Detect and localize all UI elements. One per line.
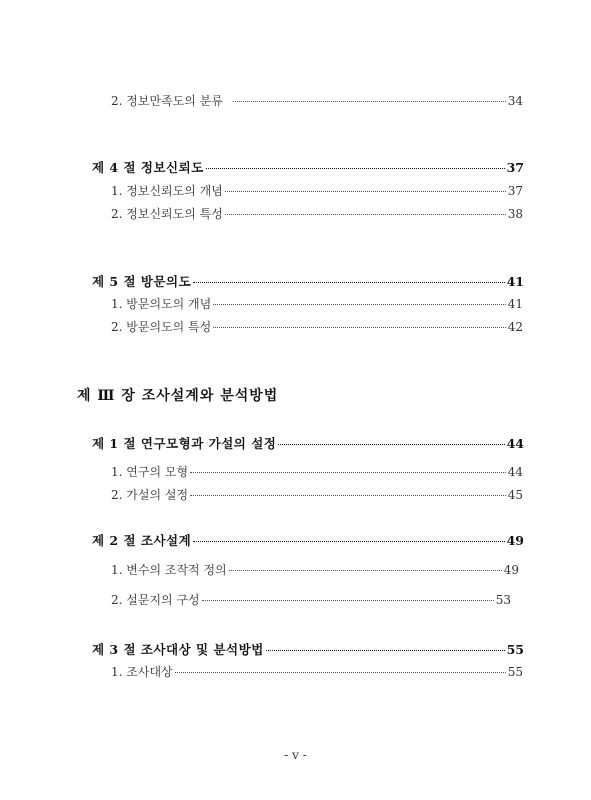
toc-section-label: 제 3 절 조사대상 및 분석방법 xyxy=(92,642,264,657)
toc-section[interactable] xyxy=(92,531,524,549)
toc-entry[interactable] xyxy=(111,318,523,335)
toc-entry[interactable] xyxy=(111,205,523,222)
leader-dots xyxy=(225,213,506,215)
toc-section[interactable] xyxy=(92,158,524,176)
toc-section-label: 제 4 절 정보신뢰도 xyxy=(92,160,204,175)
toc-section-page: 55 xyxy=(506,642,524,657)
toc-entry-label: 2. 방문의도의 특성 xyxy=(111,320,212,334)
page-number-footer: - v - xyxy=(284,748,307,762)
toc-entry-label: 1. 연구의 모형 xyxy=(111,465,189,479)
toc-entry[interactable] xyxy=(111,591,511,608)
leader-dots xyxy=(213,326,505,328)
leader-dots xyxy=(213,303,505,305)
chapter-heading[interactable]: 제 Ⅲ 장 조사설계와 분석방법 xyxy=(77,388,279,404)
toc-entry[interactable] xyxy=(111,663,523,680)
toc-entry-page: 44 xyxy=(507,465,523,479)
toc-section[interactable] xyxy=(92,272,524,290)
leader-dots xyxy=(206,167,505,169)
toc-section-page: 37 xyxy=(506,160,524,175)
leader-dots xyxy=(225,190,506,192)
toc-entry[interactable] xyxy=(111,295,523,312)
toc-entry-page: 49 xyxy=(503,563,519,577)
leader-dots xyxy=(202,599,494,601)
toc-entry-page: 42 xyxy=(507,320,523,334)
toc-entry-page: 34 xyxy=(507,94,523,108)
toc-section-label: 제 2 절 조사설계 xyxy=(92,533,192,548)
toc-entry-page: 37 xyxy=(507,184,523,198)
toc-entry-page: 55 xyxy=(507,665,523,679)
leader-dots xyxy=(193,540,504,542)
toc-entry-page: 38 xyxy=(507,207,523,221)
toc-section-page: 44 xyxy=(506,436,524,451)
toc-entry-page: 45 xyxy=(507,488,523,502)
leader-dots xyxy=(190,471,506,473)
toc-entry[interactable] xyxy=(111,92,523,109)
toc-entry[interactable] xyxy=(111,486,523,503)
toc-section[interactable] xyxy=(92,640,524,658)
toc-section-label: 제 5 절 방문의도 xyxy=(92,274,192,289)
toc-section-page: 49 xyxy=(506,533,524,548)
leader-dots xyxy=(175,671,506,673)
toc-entry-label: 1. 방문의도의 개념 xyxy=(111,297,212,311)
toc-section-label: 제 1 절 연구모형과 가설의 설정 xyxy=(92,436,277,451)
toc-entry-page: 41 xyxy=(507,297,523,311)
toc-entry[interactable] xyxy=(111,182,523,199)
leader-dots xyxy=(193,281,504,283)
toc-section-page: 41 xyxy=(506,274,524,289)
toc-entry-label: 2. 가설의 설정 xyxy=(111,488,189,502)
leader-dots xyxy=(278,443,504,445)
leader-dots xyxy=(229,569,502,571)
toc-entry-label: 1. 정보신뢰도의 개념 xyxy=(111,184,223,198)
toc-entry-label: 2. 정보신뢰도의 특성 xyxy=(111,207,223,221)
toc-entry-label: 2. 설문지의 구성 xyxy=(111,593,200,607)
toc-entry[interactable] xyxy=(111,463,523,480)
toc-entry[interactable] xyxy=(111,561,519,578)
toc-entry-label: 2. 정보만족도의 분류 xyxy=(111,94,223,108)
toc-entry-page: 53 xyxy=(495,593,511,607)
toc-entry-label: 1. 변수의 조작적 정의 xyxy=(111,563,227,577)
toc-entry-label: 1. 조사대상 xyxy=(111,665,173,679)
leader-dots xyxy=(190,494,506,496)
leader-dots xyxy=(266,649,505,651)
leader-dots xyxy=(233,100,506,102)
toc-section[interactable] xyxy=(92,434,524,452)
